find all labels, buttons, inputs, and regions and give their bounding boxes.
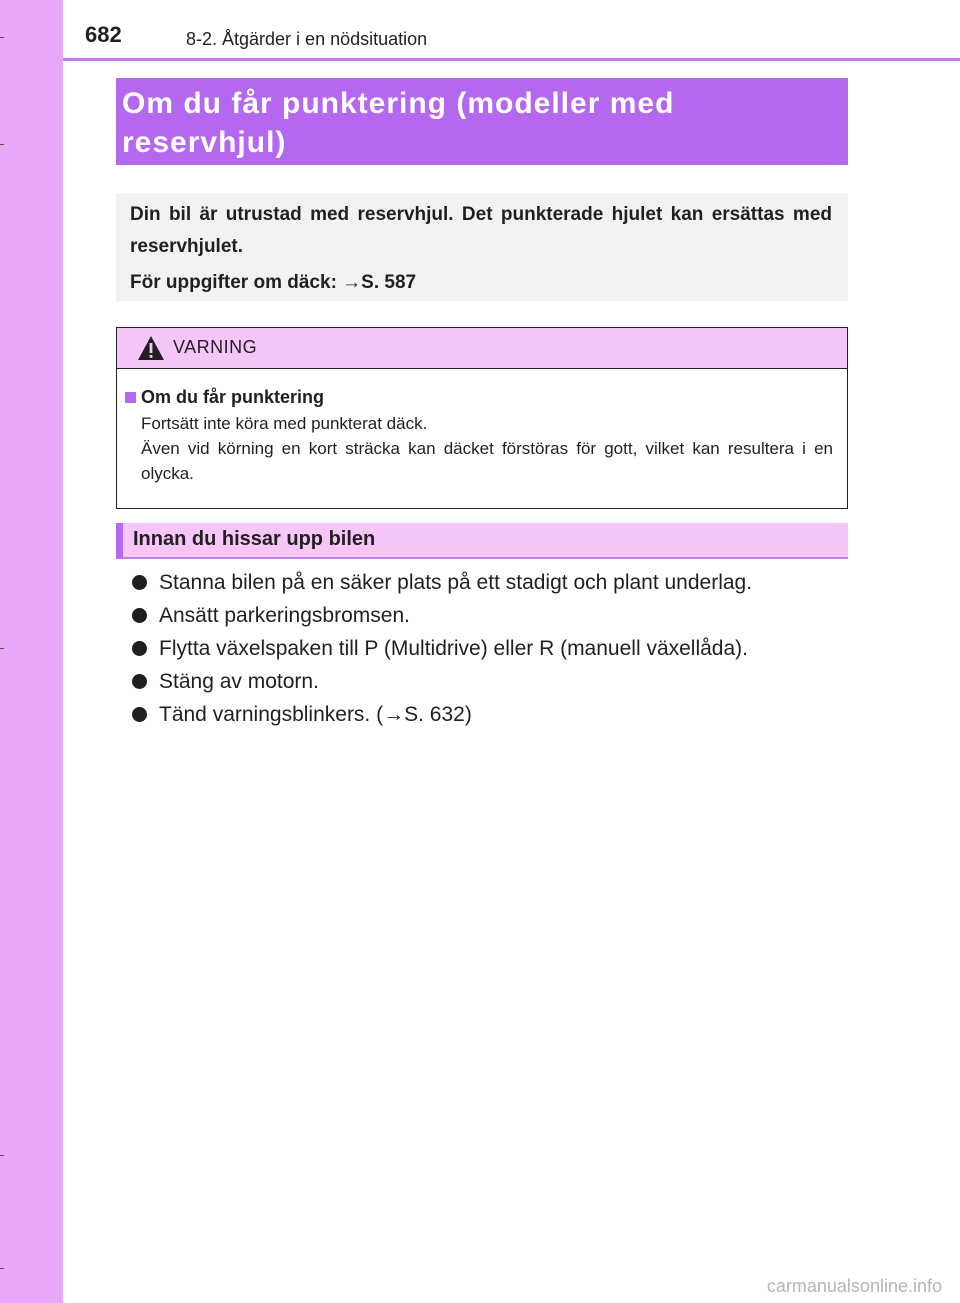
- section-heading-text: Innan du hissar upp bilen: [133, 528, 376, 550]
- warning-subheading-text: Om du får punktering: [141, 387, 325, 407]
- list-item: Tänd varningsblinkers. (→S. 632): [132, 698, 848, 731]
- warning-body: [117, 369, 847, 486]
- bullet-dot-icon: [132, 641, 147, 656]
- section-label: 8-2. Åtgärder i en nödsituation: [186, 29, 428, 49]
- square-bullet-icon: [125, 392, 136, 403]
- warning-line: Fortsätt inte köra med punkterat däck.: [141, 414, 428, 433]
- intro-reference: För uppgifter om däck: →S. 587: [130, 272, 417, 293]
- bullet-dot-icon: [132, 707, 147, 722]
- list-item: Flytta växelspaken till P (Multidrive) eller R (manuell växellåda).: [132, 632, 848, 665]
- warning-header: [117, 328, 847, 369]
- warning-text: [141, 411, 833, 486]
- left-margin-strip: [0, 0, 63, 1303]
- list-item: Ansätt parkeringsbromsen.: [132, 599, 848, 632]
- page-title: Om du får punktering (modeller med reservhjul): [122, 87, 675, 159]
- header-divider: [63, 58, 960, 61]
- list-item: Stäng av motorn.: [132, 665, 848, 698]
- crop-mark: [0, 648, 4, 649]
- list-item: Stanna bilen på en säker plats på ett stadigt och plant underlag.: [132, 566, 848, 599]
- warning-box: [116, 327, 848, 509]
- warning-triangle-icon: [137, 335, 165, 361]
- page-number: 682: [85, 22, 122, 47]
- warning-label: VARNING: [173, 337, 258, 357]
- intro-box: [116, 193, 848, 301]
- warning-subheading: [125, 385, 833, 409]
- section-heading: [116, 523, 848, 559]
- bullet-dot-icon: [132, 575, 147, 590]
- warning-line: Även vid körning en kort sträcka kan däcket förstöras för gott, vilket kan resultera i en olycka.: [141, 439, 833, 483]
- bullet-dot-icon: [132, 674, 147, 689]
- crop-mark: [0, 37, 4, 38]
- crop-mark: [0, 1155, 4, 1156]
- steps-list: [132, 566, 848, 731]
- bullet-dot-icon: [132, 608, 147, 623]
- crop-mark: [0, 1268, 4, 1269]
- crop-mark: [0, 144, 4, 145]
- title-banner: [116, 78, 848, 165]
- watermark: carmanualsonline.info: [766, 1276, 942, 1296]
- intro-text: Din bil är utrustad med reservhjul. Det punkterade hjulet kan ersättas med reservhjulet.: [130, 204, 832, 257]
